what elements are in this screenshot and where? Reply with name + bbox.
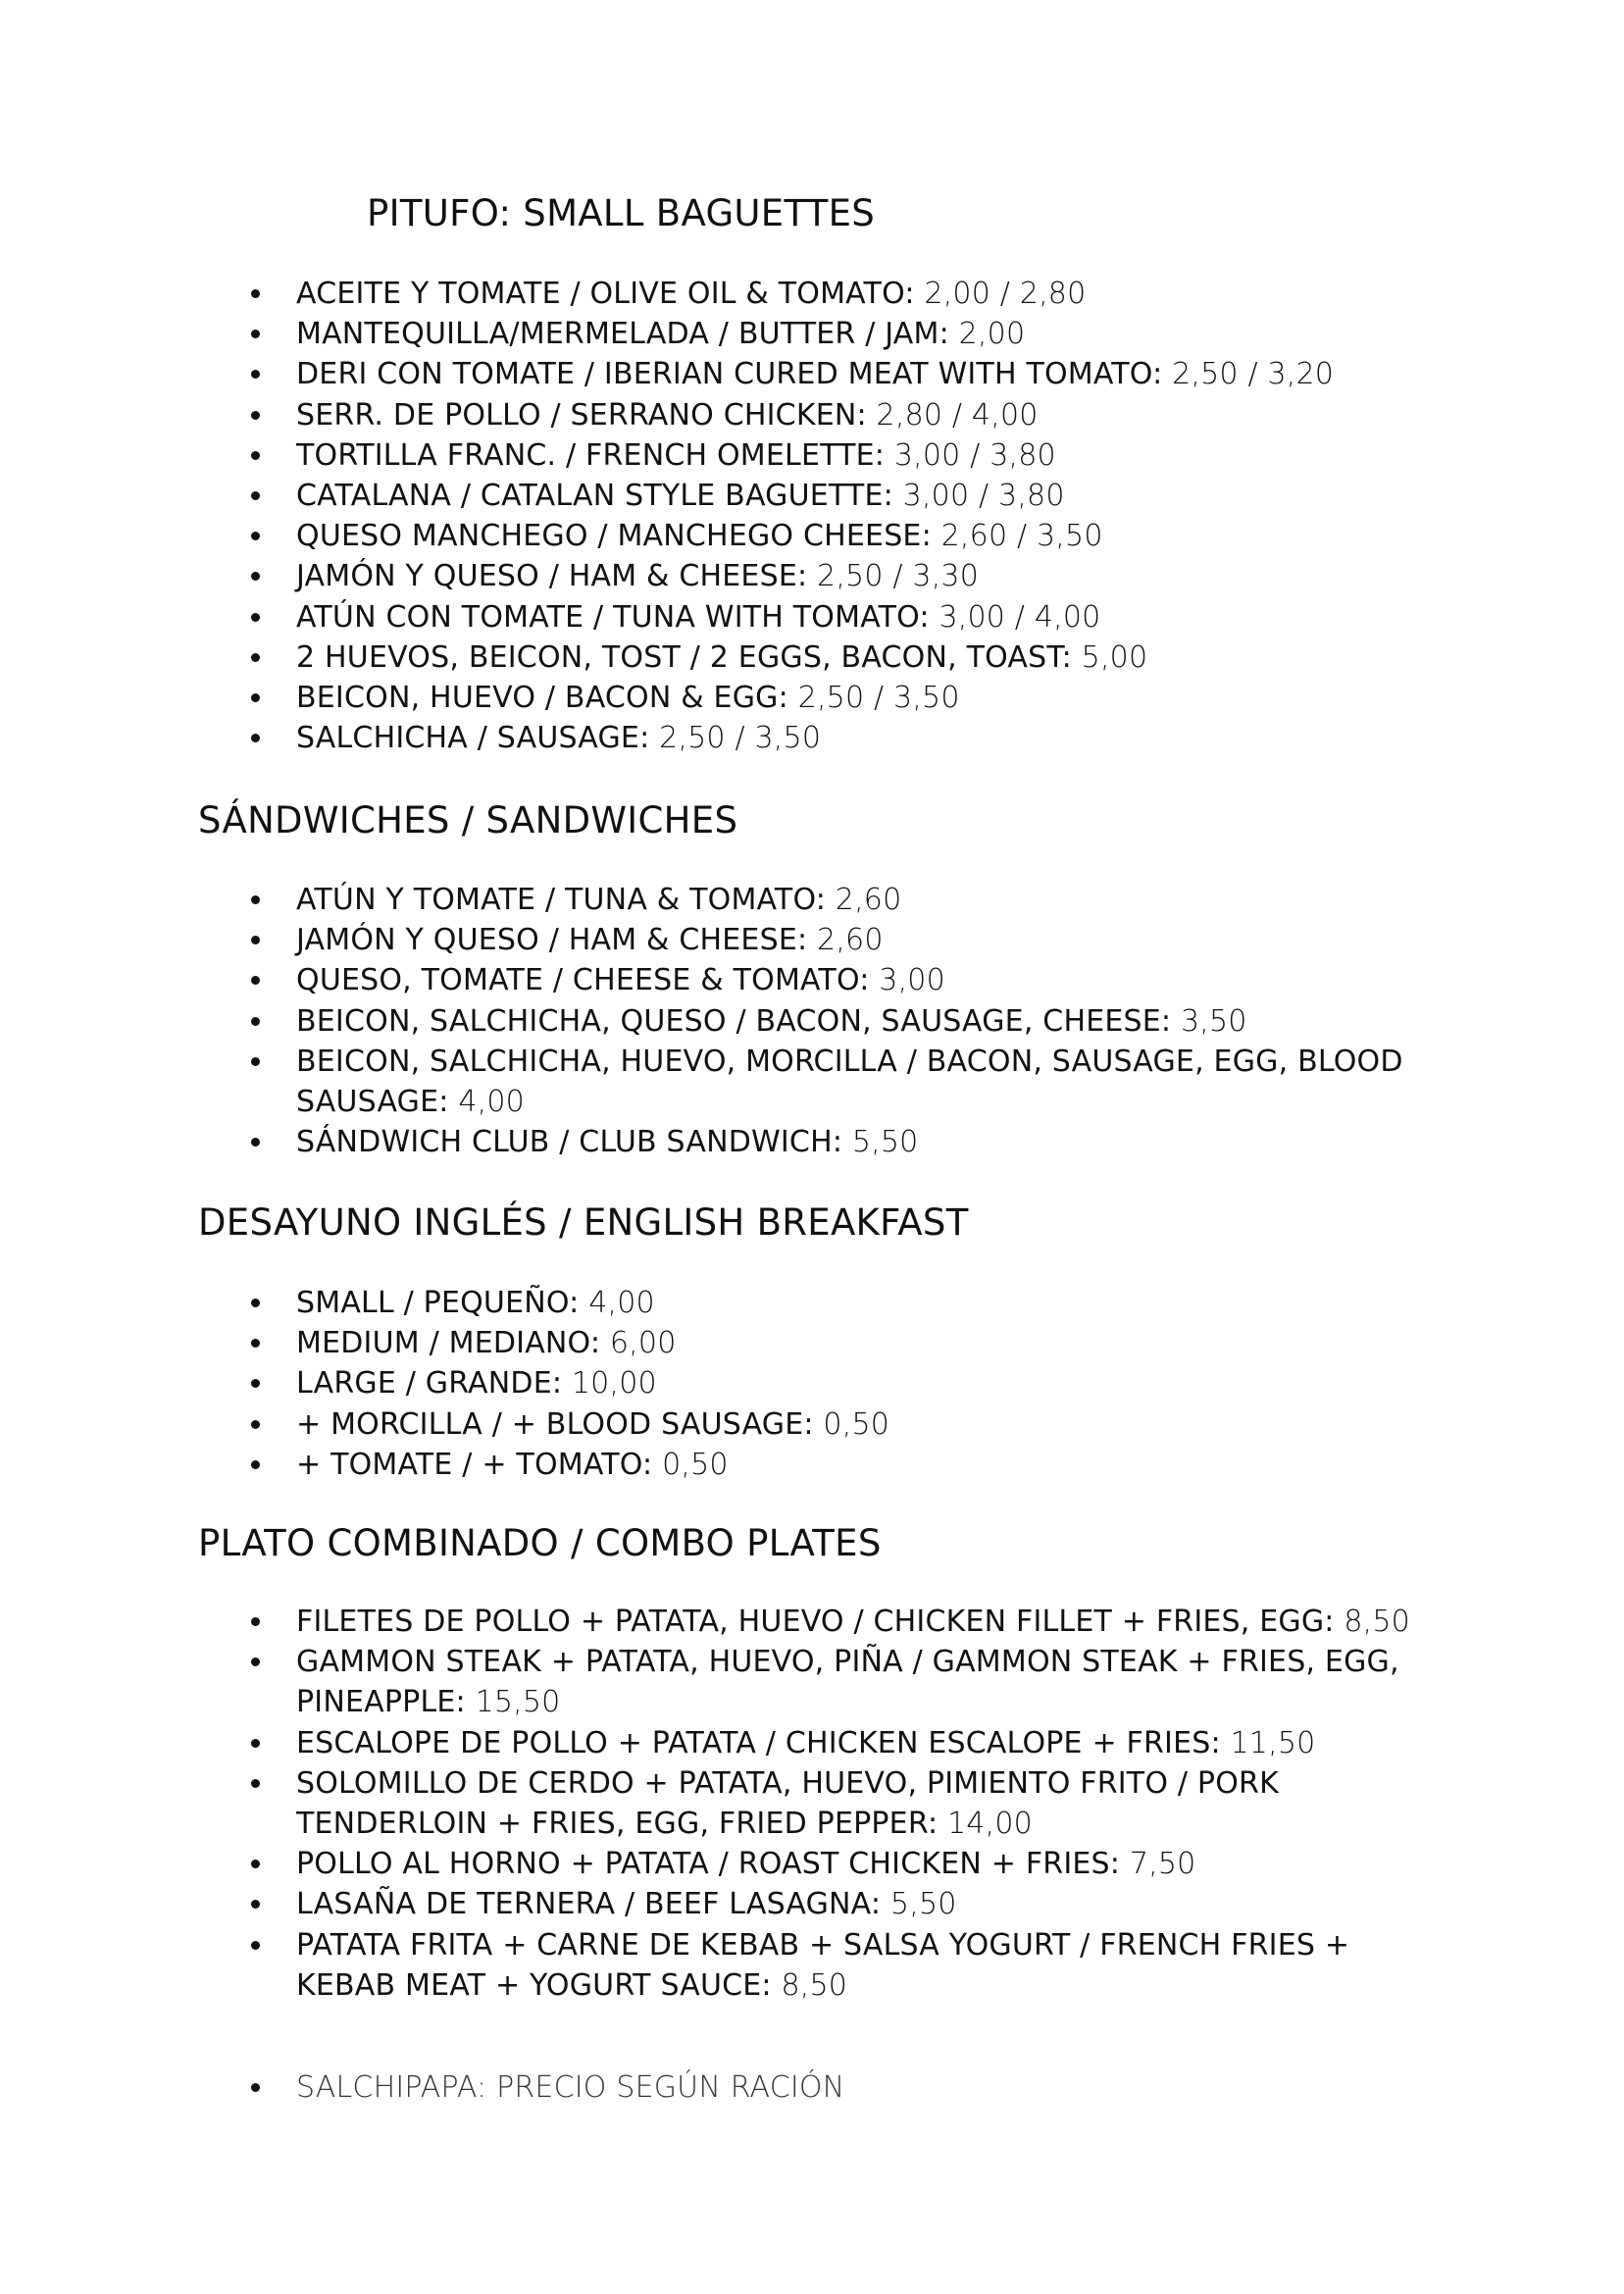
item-name: ESCALOPE DE POLLO + PATATA / CHICKEN ESCALOPE + FRIES:: [296, 1725, 1221, 1760]
salchipapa-list: [0, 2067, 1424, 2108]
item-price: 2,60: [826, 883, 902, 917]
list-item: [0, 597, 1424, 637]
item-price: 11,50: [1220, 1725, 1316, 1760]
list-item: [0, 516, 1424, 556]
item-price: 3,00 / 4,00: [929, 599, 1101, 635]
item-price: 8,50: [1334, 1605, 1410, 1639]
item-price: 3,00 / 3,80: [892, 479, 1065, 514]
salchipapa-item: SALCHIPAPA: PRECIO SEGÚN RACIÓN: [296, 2070, 845, 2105]
item-name: + MORCILLA / + BLOOD SAUSAGE:: [296, 1406, 814, 1442]
list-item: [0, 718, 1424, 758]
list-item: [0, 435, 1424, 476]
item-price: 6,00: [600, 1326, 677, 1361]
item-price: 2,60: [807, 923, 884, 958]
item-name: TORTILLA FRANC. / FRENCH OMELETTE:: [296, 437, 886, 473]
item-price: 0,50: [813, 1406, 890, 1442]
list-item: [0, 1884, 1424, 1924]
list-item: [0, 637, 1424, 678]
item-name: LASAÑA DE TERNERA / BEEF LASAGNA:: [296, 1887, 882, 1922]
section-title-sandwiches: SÁNDWICHES / SANDWICHES: [198, 799, 738, 841]
combo-plates-list: [0, 1602, 1424, 2006]
section-title-pitufo: PITUFO: SMALL BAGUETTES: [367, 192, 876, 234]
item-name: ATÚN CON TOMATE / TUNA WITH TOMATO:: [296, 599, 930, 635]
section-title-combo-plates: PLATO COMBINADO / COMBO PLATES: [198, 1522, 882, 1564]
item-name: POLLO AL HORNO + PATATA / ROAST CHICKEN + FRIES:: [296, 1847, 1121, 1882]
list-item: [0, 1723, 1424, 1763]
item-name: GAMMON STEAK + PATATA, HUEVO, PIÑA / GAMMON STEAK + FRIES, EGG, PINEAPPLE:: [296, 1645, 1399, 1720]
list-item: [0, 1642, 1424, 1722]
item-price: 2,60 / 3,50: [931, 519, 1103, 554]
list-item: [0, 1042, 1424, 1122]
item-name: BEICON, SALCHICHA, QUESO / BACON, SAUSAGE, CHEESE:: [296, 1003, 1172, 1039]
item-price: 3,50: [1171, 1003, 1247, 1039]
item-name: MANTEQUILLA/MERMELADA / BUTTER / JAM:: [296, 317, 949, 352]
item-name: BEICON, HUEVO / BACON & EGG:: [296, 681, 788, 716]
item-price: 2,50 / 3,20: [1162, 357, 1335, 392]
list-item: [0, 354, 1424, 394]
item-name: SALCHICHA / SAUSAGE:: [296, 721, 650, 756]
item-price: 14,00: [938, 1807, 1033, 1842]
list-item: [0, 1001, 1424, 1042]
list-item: [0, 1283, 1424, 1323]
list-item: [0, 880, 1424, 920]
list-item: [0, 1844, 1424, 1884]
list-item: [0, 1763, 1424, 1844]
item-price: 7,50: [1120, 1847, 1196, 1882]
item-price: 10,00: [562, 1366, 657, 1402]
item-name: BEICON, SALCHICHA, HUEVO, MORCILLA / BACON, SAUSAGE, EGG, BLOOD SAUSAGE:: [296, 1044, 1403, 1120]
list-item: [0, 1925, 1424, 2006]
item-name: 2 HUEVOS, BEICON, TOST / 2 EGGS, BACON, TOAST:: [296, 639, 1072, 675]
section-title-english-breakfast: DESAYUNO INGLÉS / ENGLISH BREAKFAST: [198, 1201, 969, 1244]
item-name: DERI CON TOMATE / IBERIAN CURED MEAT WITH TOMATO:: [296, 357, 1163, 392]
item-price: 8,50: [771, 1967, 848, 2003]
item-price: 3,00 / 3,80: [885, 437, 1056, 473]
breakfast-list: [0, 1283, 1424, 1485]
item-price: 4,00: [448, 1085, 525, 1120]
item-price: 5,50: [881, 1887, 957, 1922]
list-item: [0, 395, 1424, 435]
sandwiches-list: [0, 880, 1424, 1162]
list-item: [0, 1363, 1424, 1403]
item-name: QUESO MANCHEGO / MANCHEGO CHEESE:: [296, 519, 932, 554]
item-price: 2,50 / 3,50: [787, 681, 960, 716]
list-item: [0, 1404, 1424, 1445]
list-item: [0, 1323, 1424, 1363]
item-name: SÁNDWICH CLUB / CLUB SANDWICH:: [296, 1125, 843, 1160]
list-item: [0, 678, 1424, 718]
item-name: + TOMATE / + TOMATO:: [296, 1447, 653, 1482]
item-name: MEDIUM / MEDIANO:: [296, 1326, 601, 1361]
item-price: 5,00: [1071, 639, 1148, 675]
pitufo-list: [0, 274, 1424, 758]
item-name: JAMÓN Y QUESO / HAM & CHEESE:: [296, 923, 808, 958]
item-name: FILETES DE POLLO + PATATA, HUEVO / CHICKEN FILLET + FRIES, EGG:: [296, 1605, 1335, 1639]
item-name: SMALL / PEQUEÑO:: [296, 1286, 580, 1320]
list-item: [0, 314, 1424, 354]
list-item: [0, 274, 1424, 314]
item-price: 5,50: [842, 1125, 919, 1160]
item-name: JAMÓN Y QUESO / HAM & CHEESE:: [296, 559, 808, 594]
item-name: LARGE / GRANDE:: [296, 1366, 563, 1402]
item-name: SOLOMILLO DE CERDO + PATATA, HUEVO, PIMIENTO FRITO / PORK TENDERLOIN + FRIES, EGG, FRIED PEPPER:: [296, 1765, 1279, 1842]
item-name: SERR. DE POLLO / SERRANO CHICKEN:: [296, 397, 867, 433]
list-item: [0, 920, 1424, 960]
item-price: 2,00 / 2,80: [914, 277, 1087, 311]
item-price: 2,50 / 3,30: [807, 559, 980, 594]
item-price: 2,00: [948, 317, 1026, 352]
list-item: [0, 1445, 1424, 1485]
item-price: 2,80 / 4,00: [866, 397, 1039, 433]
item-name: ATÚN Y TOMATE / TUNA & TOMATO:: [296, 883, 827, 917]
item-name: QUESO, TOMATE / CHEESE & TOMATO:: [296, 963, 870, 998]
item-price: 4,00: [579, 1286, 655, 1320]
item-price: 2,50 / 3,50: [649, 721, 822, 756]
list-item: [0, 1122, 1424, 1162]
item-name: CATALANA / CATALAN STYLE BAGUETTE:: [296, 479, 893, 514]
item-price: 0,50: [652, 1447, 729, 1482]
list-item: [0, 476, 1424, 516]
list-item: [0, 2067, 1424, 2108]
list-item: [0, 960, 1424, 1000]
item-price: 15,50: [465, 1685, 561, 1720]
item-price: 3,00: [869, 963, 945, 998]
list-item: [0, 556, 1424, 596]
item-name: ACEITE Y TOMATE / OLIVE OIL & TOMATO:: [296, 277, 915, 311]
item-name: PATATA FRITA + CARNE DE KEBAB + SALSA YOGURT / FRENCH FRIES + KEBAB MEAT + YOGURT SAUCE:: [296, 1927, 1350, 2003]
list-item: [0, 1602, 1424, 1642]
